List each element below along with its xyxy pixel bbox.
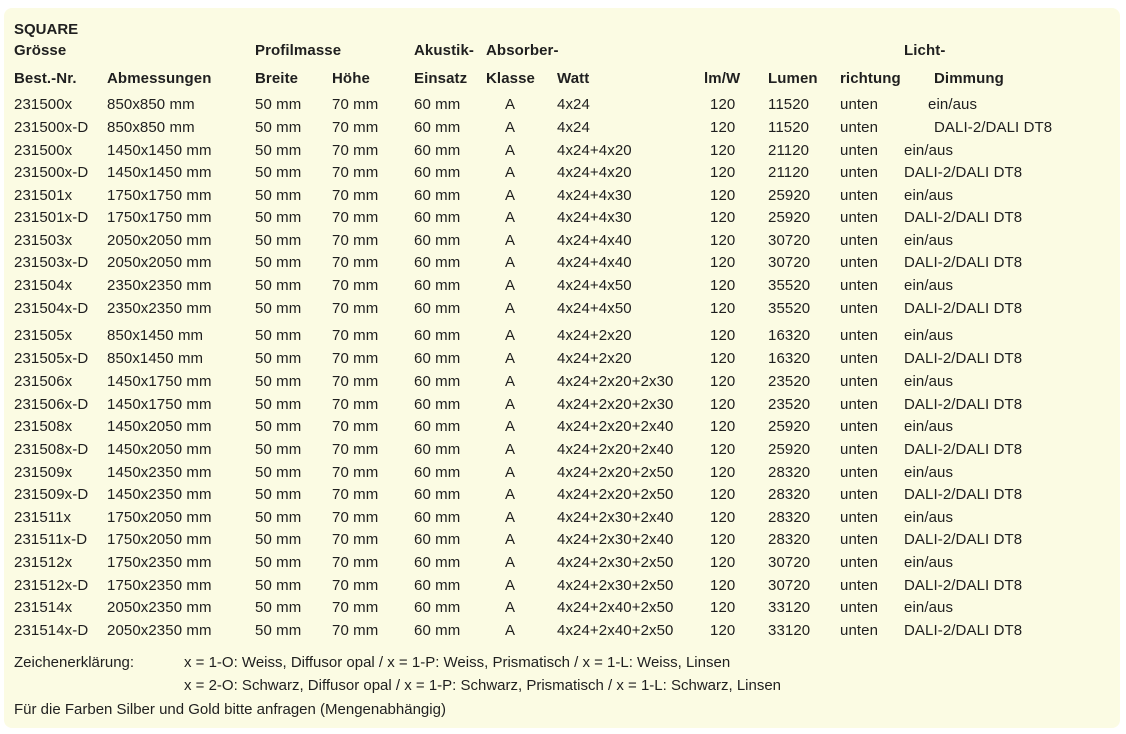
cell-lumen: 28320: [768, 509, 811, 526]
cell-direction: unten: [840, 441, 879, 458]
cell-insert: 60 mm: [414, 254, 461, 271]
cell-insert: 60 mm: [414, 396, 461, 413]
cell-direction: unten: [840, 464, 879, 481]
cell-width: 50 mm: [255, 509, 302, 526]
cell-dimming: DALI-2/DALI DT8: [904, 577, 1023, 594]
header-lmw: lm/W: [704, 70, 741, 87]
header-dimming: Dimmung: [934, 70, 1004, 87]
cell-insert: 60 mm: [414, 531, 461, 548]
cell-width: 50 mm: [255, 142, 302, 159]
cell-direction: unten: [840, 277, 879, 294]
cell-lmw: 120: [710, 622, 736, 639]
cell-width: 50 mm: [255, 209, 302, 226]
cell-lumen: 35520: [768, 277, 811, 294]
cell-lumen: 21120: [768, 142, 810, 159]
cell-order-no: 231514x: [14, 599, 73, 616]
cell-lmw: 120: [710, 232, 736, 249]
cell-height: 70 mm: [332, 509, 379, 526]
cell-watt: 4x24+4x50: [557, 300, 632, 317]
cell-lmw: 120: [710, 254, 736, 271]
cell-width: 50 mm: [255, 232, 302, 249]
cell-watt: 4x24+4x20: [557, 142, 632, 159]
cell-height: 70 mm: [332, 254, 379, 271]
cell-dimensions: 1750x1750 mm: [107, 209, 212, 226]
cell-direction: unten: [840, 509, 879, 526]
cell-height: 70 mm: [332, 622, 379, 639]
cell-lmw: 120: [710, 599, 736, 616]
cell-dimensions: 850x1450 mm: [107, 350, 204, 367]
cell-dimensions: 2050x2050 mm: [107, 254, 212, 271]
cell-watt: 4x24+4x30: [557, 187, 632, 204]
table-title: SQUARE: [14, 21, 79, 38]
cell-width: 50 mm: [255, 441, 302, 458]
cell-dimming: DALI-2/DALI DT8: [904, 300, 1023, 317]
cell-lumen: 30720: [768, 254, 811, 271]
cell-class: A: [505, 119, 516, 136]
cell-direction: unten: [840, 142, 879, 159]
cell-lumen: 25920: [768, 209, 811, 226]
cell-height: 70 mm: [332, 209, 379, 226]
cell-width: 50 mm: [255, 373, 302, 390]
cell-dimensions: 2350x2350 mm: [107, 277, 212, 294]
cell-class: A: [505, 350, 516, 367]
cell-lmw: 120: [710, 531, 736, 548]
cell-insert: 60 mm: [414, 119, 461, 136]
cell-lumen: 25920: [768, 187, 811, 204]
cell-dimensions: 1450x1750 mm: [107, 396, 212, 413]
cell-width: 50 mm: [255, 96, 302, 113]
cell-watt: 4x24+2x20: [557, 327, 632, 344]
cell-insert: 60 mm: [414, 142, 461, 159]
header-size: Grösse: [14, 42, 67, 59]
cell-dimensions: 1750x2050 mm: [107, 531, 212, 548]
cell-direction: unten: [840, 373, 879, 390]
cell-width: 50 mm: [255, 300, 302, 317]
cell-lumen: 11520: [768, 119, 810, 136]
cell-dimming: ein/aus: [904, 599, 954, 616]
cell-dimming: ein/aus: [904, 464, 954, 481]
cell-order-no: 231501x-D: [14, 209, 89, 226]
cell-class: A: [505, 599, 516, 616]
cell-class: A: [505, 464, 516, 481]
cell-dimensions: 850x1450 mm: [107, 327, 204, 344]
cell-order-no: 231512x: [14, 554, 73, 571]
cell-insert: 60 mm: [414, 164, 461, 181]
cell-dimming: ein/aus: [904, 142, 954, 159]
cell-direction: unten: [840, 327, 879, 344]
header-direction: richtung: [840, 70, 901, 87]
cell-direction: unten: [840, 396, 879, 413]
cell-insert: 60 mm: [414, 554, 461, 571]
cell-direction: unten: [840, 622, 879, 639]
cell-width: 50 mm: [255, 464, 302, 481]
cell-insert: 60 mm: [414, 327, 461, 344]
cell-lmw: 120: [710, 277, 736, 294]
cell-watt: 4x24+2x20+2x50: [557, 486, 674, 503]
cell-height: 70 mm: [332, 187, 379, 204]
cell-direction: unten: [840, 577, 879, 594]
cell-lmw: 120: [710, 350, 736, 367]
cell-watt: 4x24+2x30+2x50: [557, 554, 674, 571]
cell-watt: 4x24+2x20+2x30: [557, 396, 674, 413]
cell-direction: unten: [840, 599, 879, 616]
cell-watt: 4x24+2x20: [557, 350, 632, 367]
cell-order-no: 231501x: [14, 187, 73, 204]
cell-insert: 60 mm: [414, 486, 461, 503]
cell-lumen: 16320: [768, 327, 811, 344]
cell-width: 50 mm: [255, 350, 302, 367]
header-order-no: Best.-Nr.: [14, 70, 77, 87]
cell-lmw: 120: [710, 96, 736, 113]
cell-dimensions: 1450x2050 mm: [107, 441, 212, 458]
cell-lmw: 120: [710, 441, 736, 458]
cell-width: 50 mm: [255, 254, 302, 271]
cell-order-no: 231504x-D: [14, 300, 89, 317]
cell-lumen: 28320: [768, 531, 811, 548]
cell-dimming: DALI-2/DALI DT8: [904, 164, 1023, 181]
cell-direction: unten: [840, 119, 879, 136]
cell-dimming: ein/aus: [928, 96, 978, 113]
cell-lmw: 120: [710, 464, 736, 481]
cell-height: 70 mm: [332, 531, 379, 548]
cell-height: 70 mm: [332, 119, 379, 136]
cell-class: A: [505, 531, 516, 548]
cell-height: 70 mm: [332, 96, 379, 113]
header-height: Höhe: [332, 70, 370, 87]
cell-order-no: 231505x: [14, 327, 73, 344]
cell-width: 50 mm: [255, 486, 302, 503]
cell-order-no: 231500x-D: [14, 119, 89, 136]
cell-height: 70 mm: [332, 486, 379, 503]
cell-dimensions: 1750x2050 mm: [107, 509, 212, 526]
cell-height: 70 mm: [332, 373, 379, 390]
cell-order-no: 231500x-D: [14, 164, 89, 181]
cell-lumen: 16320: [768, 350, 811, 367]
cell-dimensions: 1750x1750 mm: [107, 187, 212, 204]
cell-lmw: 120: [710, 209, 736, 226]
cell-lmw: 120: [710, 142, 736, 159]
cell-class: A: [505, 327, 516, 344]
legend-line-1: x = 1-O: Weiss, Diffusor opal / x = 1-P: Weiss, Prismatisch / x = 1-L: Weiss, Linsen: [184, 654, 731, 671]
cell-width: 50 mm: [255, 187, 302, 204]
cell-width: 50 mm: [255, 418, 302, 435]
cell-watt: 4x24+2x40+2x50: [557, 622, 674, 639]
cell-insert: 60 mm: [414, 209, 461, 226]
cell-class: A: [505, 232, 516, 249]
cell-lmw: 120: [710, 300, 736, 317]
cell-direction: unten: [840, 300, 879, 317]
cell-height: 70 mm: [332, 327, 379, 344]
cell-watt: 4x24: [557, 119, 590, 136]
cell-insert: 60 mm: [414, 350, 461, 367]
header-watt: Watt: [557, 70, 590, 87]
cell-lmw: 120: [710, 164, 736, 181]
cell-order-no: 231514x-D: [14, 622, 89, 639]
cell-insert: 60 mm: [414, 599, 461, 616]
cell-direction: unten: [840, 254, 879, 271]
cell-height: 70 mm: [332, 441, 379, 458]
cell-dimensions: 2050x2350 mm: [107, 622, 212, 639]
cell-direction: unten: [840, 187, 879, 204]
cell-order-no: 231509x-D: [14, 486, 89, 503]
header-width: Breite: [255, 70, 299, 87]
cell-dimensions: 1450x1450 mm: [107, 142, 212, 159]
cell-insert: 60 mm: [414, 232, 461, 249]
header-dimensions: Abmessungen: [107, 70, 212, 87]
cell-class: A: [505, 187, 516, 204]
cell-width: 50 mm: [255, 531, 302, 548]
cell-lmw: 120: [710, 486, 736, 503]
legend-label: Zeichenerklärung:: [14, 654, 135, 671]
cell-dimming: DALI-2/DALI DT8: [904, 396, 1023, 413]
legend-footer: Für die Farben Silber und Gold bitte anfragen (Mengenabhängig): [14, 701, 446, 718]
cell-dimming: DALI-2/DALI DT8: [904, 531, 1023, 548]
cell-watt: 4x24+2x20+2x50: [557, 464, 674, 481]
cell-width: 50 mm: [255, 599, 302, 616]
cell-dimming: ein/aus: [904, 373, 954, 390]
cell-class: A: [505, 142, 516, 159]
cell-order-no: 231506x: [14, 373, 73, 390]
cell-lumen: 28320: [768, 486, 811, 503]
cell-order-no: 231500x: [14, 96, 73, 113]
cell-order-no: 231511x-D: [14, 531, 88, 548]
cell-height: 70 mm: [332, 577, 379, 594]
cell-width: 50 mm: [255, 577, 302, 594]
cell-dimming: ein/aus: [904, 554, 954, 571]
cell-watt: 4x24+4x20: [557, 164, 632, 181]
cell-direction: unten: [840, 418, 879, 435]
cell-dimensions: 2050x2350 mm: [107, 599, 212, 616]
cell-order-no: 231500x: [14, 142, 73, 159]
cell-order-no: 231503x: [14, 232, 73, 249]
cell-dimming: DALI-2/DALI DT8: [904, 622, 1023, 639]
cell-lumen: 23520: [768, 373, 811, 390]
cell-lumen: 33120: [768, 599, 811, 616]
cell-direction: unten: [840, 350, 879, 367]
cell-class: A: [505, 164, 516, 181]
cell-insert: 60 mm: [414, 509, 461, 526]
cell-dimming: DALI-2/DALI DT8: [904, 254, 1023, 271]
cell-lmw: 120: [710, 119, 736, 136]
cell-lmw: 120: [710, 187, 736, 204]
cell-insert: 60 mm: [414, 622, 461, 639]
cell-lmw: 120: [710, 554, 736, 571]
cell-order-no: 231511x: [14, 509, 72, 526]
cell-height: 70 mm: [332, 277, 379, 294]
cell-watt: 4x24: [557, 96, 590, 113]
cell-direction: unten: [840, 531, 879, 548]
cell-class: A: [505, 396, 516, 413]
cell-width: 50 mm: [255, 554, 302, 571]
cell-insert: 60 mm: [414, 187, 461, 204]
cell-class: A: [505, 441, 516, 458]
cell-height: 70 mm: [332, 396, 379, 413]
cell-class: A: [505, 373, 516, 390]
cell-lumen: 35520: [768, 300, 811, 317]
cell-insert: 60 mm: [414, 464, 461, 481]
cell-dimming: DALI-2/DALI DT8: [904, 441, 1023, 458]
cell-lumen: 21120: [768, 164, 810, 181]
cell-watt: 4x24+2x30+2x40: [557, 531, 674, 548]
cell-direction: unten: [840, 209, 879, 226]
cell-class: A: [505, 277, 516, 294]
cell-class: A: [505, 254, 516, 271]
cell-dimming: DALI-2/DALI DT8: [904, 486, 1023, 503]
cell-watt: 4x24+2x30+2x50: [557, 577, 674, 594]
cell-direction: unten: [840, 232, 879, 249]
cell-lumen: 11520: [768, 96, 810, 113]
cell-dimensions: 1450x1750 mm: [107, 373, 212, 390]
cell-class: A: [505, 486, 516, 503]
cell-watt: 4x24+4x40: [557, 254, 632, 271]
header-light: Licht-: [904, 42, 946, 59]
cell-dimensions: 1450x2350 mm: [107, 464, 212, 481]
cell-watt: 4x24+2x30+2x40: [557, 509, 674, 526]
cell-dimensions: 1450x1450 mm: [107, 164, 212, 181]
cell-class: A: [505, 554, 516, 571]
cell-watt: 4x24+4x30: [557, 209, 632, 226]
header-acoustic: Akustik-: [414, 42, 474, 59]
cell-class: A: [505, 577, 516, 594]
cell-direction: unten: [840, 96, 879, 113]
cell-lmw: 120: [710, 418, 736, 435]
cell-dimensions: 2050x2050 mm: [107, 232, 212, 249]
cell-dimming: ein/aus: [904, 327, 954, 344]
cell-width: 50 mm: [255, 622, 302, 639]
cell-dimming: DALI-2/DALI DT8: [934, 119, 1053, 136]
cell-width: 50 mm: [255, 164, 302, 181]
cell-dimensions: 2350x2350 mm: [107, 300, 212, 317]
cell-dimming: ein/aus: [904, 509, 954, 526]
cell-dimming: DALI-2/DALI DT8: [904, 350, 1023, 367]
cell-lumen: 30720: [768, 554, 811, 571]
cell-lmw: 120: [710, 396, 736, 413]
cell-watt: 4x24+4x40: [557, 232, 632, 249]
cell-lumen: 30720: [768, 232, 811, 249]
cell-lumen: 25920: [768, 418, 811, 435]
top-margin: [0, 0, 1126, 8]
cell-width: 50 mm: [255, 119, 302, 136]
cell-lumen: 28320: [768, 464, 811, 481]
cell-order-no: 231505x-D: [14, 350, 89, 367]
cell-height: 70 mm: [332, 232, 379, 249]
cell-direction: unten: [840, 164, 879, 181]
cell-insert: 60 mm: [414, 277, 461, 294]
cell-order-no: 231508x-D: [14, 441, 89, 458]
cell-height: 70 mm: [332, 554, 379, 571]
cell-direction: unten: [840, 554, 879, 571]
cell-class: A: [505, 209, 516, 226]
cell-lumen: 33120: [768, 622, 811, 639]
cell-dimming: ein/aus: [904, 187, 954, 204]
cell-class: A: [505, 622, 516, 639]
cell-class: A: [505, 509, 516, 526]
cell-dimensions: 1750x2350 mm: [107, 577, 212, 594]
cell-dimensions: 1450x2350 mm: [107, 486, 212, 503]
cell-lmw: 120: [710, 327, 736, 344]
cell-dimming: ein/aus: [904, 232, 954, 249]
cell-dimming: ein/aus: [904, 277, 954, 294]
header-profile: Profilmasse: [255, 42, 342, 59]
cell-dimensions: 1450x2050 mm: [107, 418, 212, 435]
cell-insert: 60 mm: [414, 96, 461, 113]
cell-watt: 4x24+4x50: [557, 277, 632, 294]
cell-insert: 60 mm: [414, 373, 461, 390]
cell-order-no: 231508x: [14, 418, 73, 435]
header-insert: Einsatz: [414, 70, 468, 87]
cell-class: A: [505, 300, 516, 317]
cell-height: 70 mm: [332, 142, 379, 159]
cell-height: 70 mm: [332, 464, 379, 481]
cell-lumen: 23520: [768, 396, 811, 413]
cell-insert: 60 mm: [414, 418, 461, 435]
cell-watt: 4x24+2x20+2x40: [557, 418, 674, 435]
cell-width: 50 mm: [255, 396, 302, 413]
cell-order-no: 231512x-D: [14, 577, 89, 594]
cell-dimensions: 1750x2350 mm: [107, 554, 212, 571]
cell-width: 50 mm: [255, 327, 302, 344]
cell-dimensions: 850x850 mm: [107, 119, 195, 136]
cell-height: 70 mm: [332, 418, 379, 435]
cell-direction: unten: [840, 486, 879, 503]
cell-height: 70 mm: [332, 164, 379, 181]
cell-insert: 60 mm: [414, 300, 461, 317]
cell-order-no: 231504x: [14, 277, 73, 294]
cell-dimming: DALI-2/DALI DT8: [904, 209, 1023, 226]
cell-insert: 60 mm: [414, 577, 461, 594]
cell-width: 50 mm: [255, 277, 302, 294]
cell-lmw: 120: [710, 373, 736, 390]
cell-order-no: 231509x: [14, 464, 73, 481]
cell-dimming: ein/aus: [904, 418, 954, 435]
header-lumen: Lumen: [768, 70, 818, 87]
cell-lmw: 120: [710, 509, 736, 526]
cell-dimensions: 850x850 mm: [107, 96, 195, 113]
cell-watt: 4x24+2x20+2x30: [557, 373, 674, 390]
header-class: Klasse: [486, 70, 535, 87]
cell-order-no: 231503x-D: [14, 254, 89, 271]
cell-height: 70 mm: [332, 350, 379, 367]
legend-line-2: x = 2-O: Schwarz, Diffusor opal / x = 1-P: Schwarz, Prismatisch / x = 1-L: Schwarz, Linsen: [184, 677, 782, 694]
product-table-panel: [4, 8, 1120, 728]
cell-watt: 4x24+2x20+2x40: [557, 441, 674, 458]
cell-height: 70 mm: [332, 300, 379, 317]
cell-lmw: 120: [710, 577, 736, 594]
cell-lumen: 30720: [768, 577, 811, 594]
cell-height: 70 mm: [332, 599, 379, 616]
cell-class: A: [505, 418, 516, 435]
header-absorber: Absorber-: [486, 42, 559, 59]
cell-lumen: 25920: [768, 441, 811, 458]
cell-order-no: 231506x-D: [14, 396, 89, 413]
cell-insert: 60 mm: [414, 441, 461, 458]
cell-class: A: [505, 96, 516, 113]
cell-watt: 4x24+2x40+2x50: [557, 599, 674, 616]
